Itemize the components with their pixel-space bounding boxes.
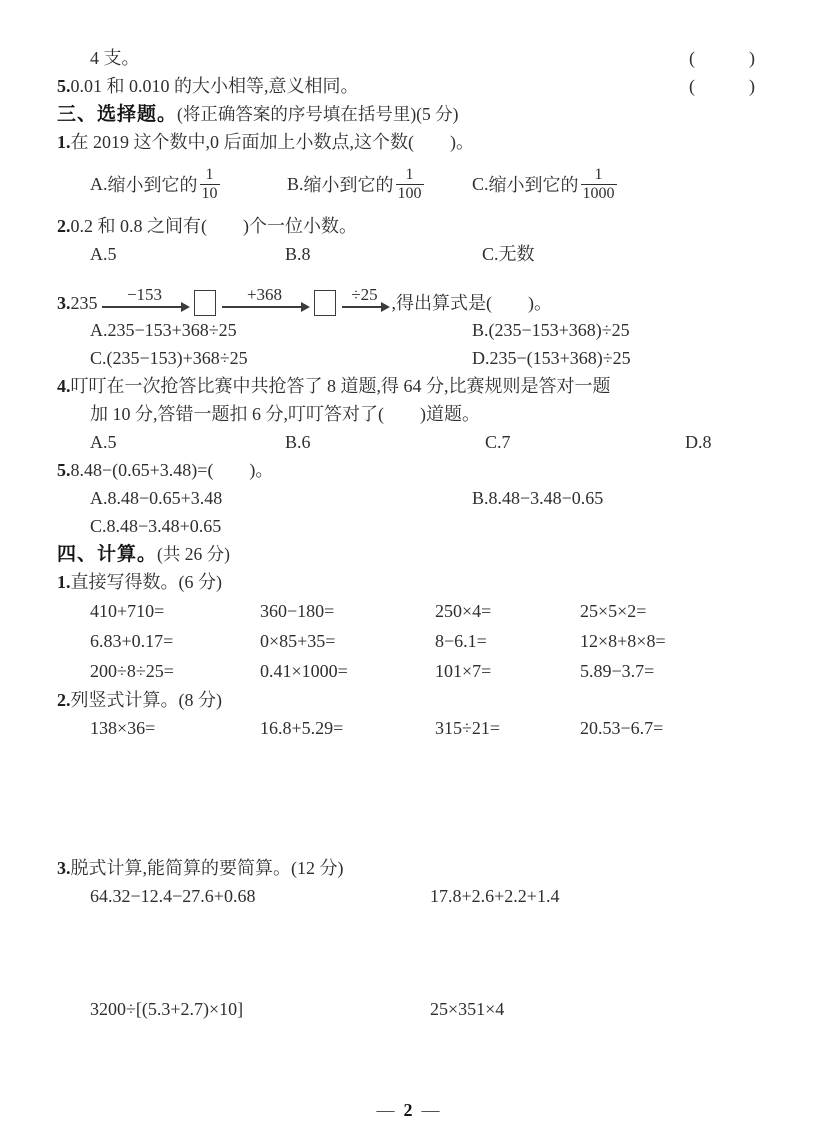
- option-a: A.235−153+368÷25: [90, 320, 237, 340]
- answer-bracket: ( ): [689, 48, 755, 68]
- subquestion-1-text: 直接写得数。(6 分): [70, 572, 222, 592]
- calc-expression: 25×5×2=: [580, 601, 647, 621]
- option-d: D.235−(153+368)÷25: [472, 348, 631, 368]
- item-number: 3.: [57, 858, 71, 878]
- option-c: C.8.48−3.48+0.65: [90, 516, 222, 536]
- option-b: B.8.48−3.48−0.65: [472, 488, 604, 508]
- option-c: [472, 166, 816, 202]
- fraction: [396, 166, 424, 202]
- arrow-operation-label: ÷25: [351, 285, 378, 305]
- option-c: C.7: [485, 432, 511, 452]
- calc-expression: 12×8+8×8=: [580, 631, 666, 651]
- fraction-denominator: 1000: [582, 184, 615, 202]
- judge-item-5: [57, 72, 755, 100]
- option-b: B.(235−153+368)÷25: [472, 320, 630, 340]
- calc-expression: 200÷8÷25=: [90, 661, 174, 681]
- calc-expression: 410+710=: [90, 601, 165, 621]
- simplify-row-1: [90, 882, 816, 910]
- option-a: A.8.48−0.65+3.48: [90, 488, 223, 508]
- subquestion-2-text: 列竖式计算。(8 分): [70, 690, 222, 710]
- right-arrow-icon: [342, 306, 388, 308]
- option-label: C.: [472, 173, 489, 194]
- question-1-text: 在 2019 这个数中,0 后面加上小数点,这个数( )。: [70, 132, 474, 152]
- calc-expression: 6.83+0.17=: [90, 631, 174, 651]
- question-3-options-row-1: [90, 316, 816, 344]
- option-label: A.: [90, 173, 108, 194]
- question-5: [57, 456, 816, 484]
- answer-bracket: ( ): [689, 76, 755, 96]
- item-number: 5.: [57, 460, 71, 480]
- item-number: 2.: [57, 216, 71, 236]
- option-a: A.5: [90, 244, 117, 264]
- calc-expression: 0×85+35=: [260, 631, 336, 651]
- fraction: [200, 166, 220, 202]
- fraction-numerator: 1: [200, 166, 220, 185]
- question-2-text: 0.2 和 0.8 之间有( )个一位小数。: [70, 216, 357, 236]
- question-4-options: [90, 428, 816, 456]
- calc-expression: 138×36=: [90, 718, 156, 738]
- calc-expression: 360−180=: [260, 601, 335, 621]
- question-1: [57, 128, 816, 156]
- flow-arrow-1: [102, 286, 188, 308]
- question-2: [57, 212, 816, 240]
- subquestion-1: [57, 568, 816, 596]
- calc-expression: 20.53−6.7=: [580, 718, 664, 738]
- flow-arrow-3: [342, 286, 388, 308]
- section-4-title: 四、计算。: [57, 544, 158, 565]
- page-number: 2: [403, 1100, 413, 1120]
- calc-expression: 3200÷[(5.3+2.7)×10]: [90, 999, 244, 1019]
- option-b: [287, 166, 472, 202]
- option-a: A.5: [90, 432, 117, 452]
- judge-item-5-text: 0.01 和 0.010 的大小相等,意义相同。: [70, 76, 359, 96]
- fraction-numerator: 1: [396, 166, 424, 185]
- judge-item-4-continuation: [90, 44, 755, 72]
- calc-expression: 0.41×1000=: [260, 661, 348, 681]
- question-4-line-2: 加 10 分,答错一题扣 6 分,叮叮答对了( )道题。: [90, 404, 480, 424]
- calc-expression: 64.32−12.4−27.6+0.68: [90, 886, 256, 906]
- subquestion-2: [57, 686, 816, 714]
- item-number: 4.: [57, 376, 71, 396]
- fraction-denominator: 10: [201, 184, 218, 202]
- right-arrow-icon: [102, 306, 188, 308]
- section-3-header: [57, 100, 816, 128]
- question-4-line-1: 叮叮在一次抢答比赛中共抢答了 8 道题,得 64 分,比赛规则是答对一题: [70, 376, 611, 396]
- work-space: [0, 910, 816, 995]
- option-d: D.8: [685, 432, 712, 452]
- question-3-options-row-2: [90, 344, 816, 372]
- section-4-header: [57, 540, 816, 568]
- calc-expression: 16.8+5.29=: [260, 718, 344, 738]
- question-5-options-row-2: [90, 512, 816, 540]
- arrow-operation-label: −153: [126, 285, 163, 305]
- question-2-options: [90, 240, 816, 268]
- vertical-calc-row: [90, 714, 816, 742]
- calc-expression: 101×7=: [435, 661, 492, 681]
- item-number: 5.: [57, 76, 71, 96]
- blank-answer-box: [194, 290, 216, 316]
- item-number: 3.: [57, 293, 71, 313]
- section-3-title: 三、选择题。: [57, 104, 178, 125]
- option-label: B.: [287, 173, 304, 194]
- arrow-operation-label: +368: [246, 285, 283, 305]
- option-b: B.8: [285, 244, 311, 264]
- blank-answer-box: [314, 290, 336, 316]
- simplify-row-2: [90, 995, 816, 1023]
- item-number: 1.: [57, 132, 71, 152]
- subquestion-3-text: 脱式计算,能简算的要简算。(12 分): [70, 858, 344, 878]
- calc-expression: 8−6.1=: [435, 631, 487, 651]
- section-4-note: (共 26 分): [157, 544, 230, 564]
- fraction-denominator: 100: [397, 184, 422, 202]
- option-text: 缩小到它的: [303, 175, 394, 195]
- option-text: 缩小到它的: [107, 175, 198, 195]
- option-text: 缩小到它的: [488, 175, 579, 195]
- flow-arrow-2: [222, 286, 308, 308]
- question-5-text: 8.48−(0.65+3.48)=( )。: [70, 460, 274, 480]
- question-3: [57, 268, 816, 316]
- subquestion-3: [57, 854, 816, 882]
- section-3-note: (将正确答案的序号填在括号里)(5 分): [177, 104, 459, 124]
- option-b: B.6: [285, 432, 311, 452]
- direct-calc-row-3: [90, 656, 816, 686]
- right-arrow-icon: [222, 306, 308, 308]
- option-c: C.(235−153)+368÷25: [90, 348, 248, 368]
- flow-start-value: 235: [70, 293, 98, 313]
- fraction: [581, 166, 617, 202]
- item-number: 1.: [57, 572, 71, 592]
- direct-calc-row-2: [90, 626, 816, 656]
- calc-expression: 315÷21=: [435, 718, 501, 738]
- fraction-numerator: 1: [581, 166, 617, 185]
- calc-expression: 17.8+2.6+2.2+1.4: [430, 886, 560, 906]
- option-c: C.无数: [482, 244, 535, 264]
- work-space: [0, 742, 816, 854]
- question-4: [57, 372, 816, 400]
- calc-expression: 25×351×4: [430, 999, 505, 1019]
- direct-calc-row-1: [90, 596, 816, 626]
- item-number: 2.: [57, 690, 71, 710]
- option-a: [90, 166, 287, 202]
- question-1-options: [90, 156, 816, 212]
- question-5-options-row-1: [90, 484, 816, 512]
- footer-dash: —: [376, 1100, 395, 1120]
- page-footer: [0, 1100, 816, 1121]
- question-3-tail: ,得出算式是( )。: [391, 293, 552, 313]
- calc-expression: 5.89−3.7=: [580, 661, 655, 681]
- footer-dash: —: [421, 1100, 440, 1120]
- calc-expression: 250×4=: [435, 601, 492, 621]
- judge-item-4-text: 4 支。: [90, 48, 140, 68]
